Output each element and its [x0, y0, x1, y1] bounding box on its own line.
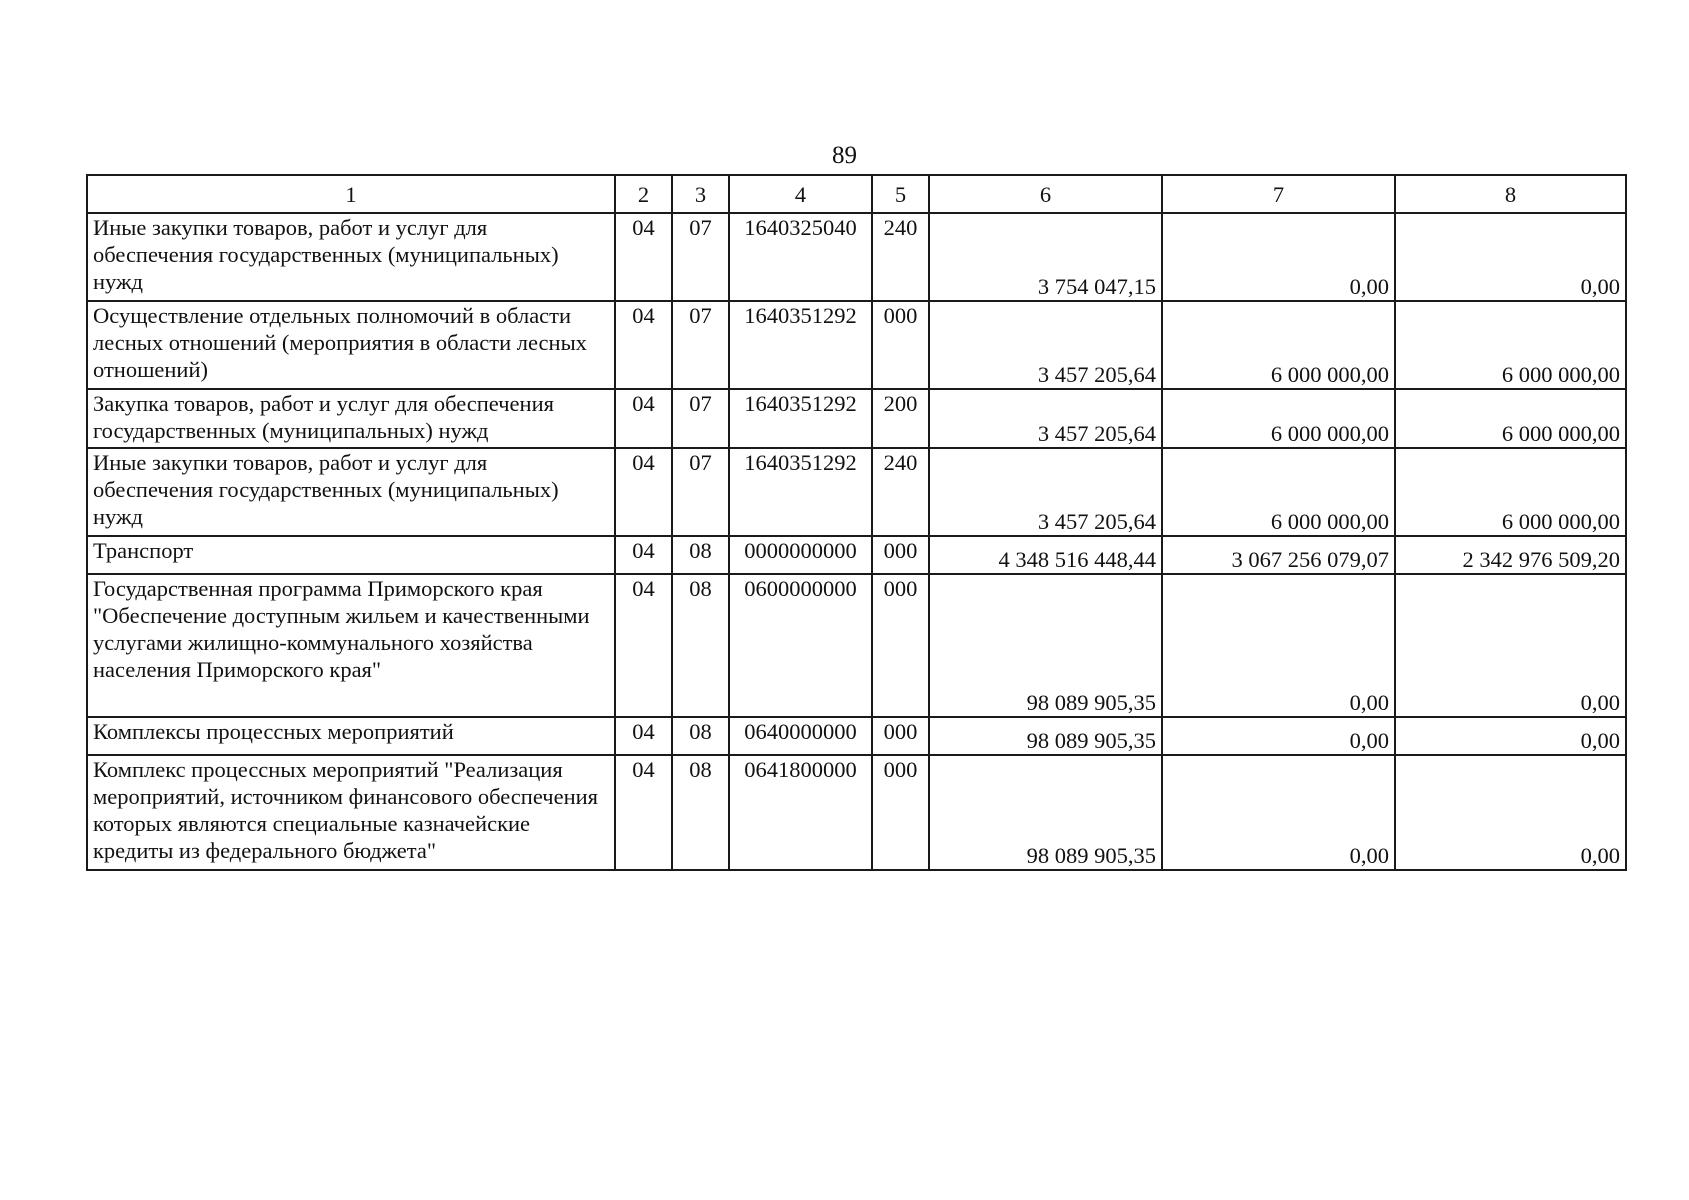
amount-col-8: 2 342 976 509,20 [1395, 536, 1626, 574]
subsection-code: 08 [672, 536, 729, 574]
header-cell: 2 [615, 175, 672, 213]
amount-col-8: 0,00 [1395, 717, 1626, 755]
subsection-code: 07 [672, 301, 729, 389]
header-row [87, 175, 1626, 213]
header-cell: 4 [729, 175, 872, 213]
target-code: 0640000000 [729, 717, 872, 755]
amount-col-7: 6 000 000,00 [1162, 301, 1395, 389]
amount-col-8: 6 000 000,00 [1395, 301, 1626, 389]
subsection-code: 07 [672, 448, 729, 536]
row-name: Иные закупки товаров, работ и услуг для обеспечения государственных (муниципальных) нужд [87, 213, 615, 301]
amount-col-6: 4 348 516 448,44 [929, 536, 1162, 574]
section-code: 04 [615, 536, 672, 574]
expense-type-code: 000 [872, 755, 929, 870]
amount-col-8: 6 000 000,00 [1395, 448, 1626, 536]
expense-type-code: 240 [872, 213, 929, 301]
amount-col-8: 6 000 000,00 [1395, 389, 1626, 448]
amount-col-7: 3 067 256 079,07 [1162, 536, 1395, 574]
amount-col-6: 3 754 047,15 [929, 213, 1162, 301]
table-row [87, 536, 1626, 574]
section-code: 04 [615, 574, 672, 717]
budget-table [86, 174, 1627, 871]
table-row [87, 448, 1626, 536]
amount-col-6: 98 089 905,35 [929, 574, 1162, 717]
row-name: Комплексы процессных мероприятий [87, 717, 615, 755]
section-code: 04 [615, 717, 672, 755]
amount-col-7: 0,00 [1162, 717, 1395, 755]
header-cell: 3 [672, 175, 729, 213]
row-name: Осуществление отдельных полномочий в области лесных отношений (мероприятия в области лесных отношений) [87, 301, 615, 389]
table-row [87, 717, 1626, 755]
row-name: Иные закупки товаров, работ и услуг для обеспечения государственных (муниципальных) нужд [87, 448, 615, 536]
amount-col-8: 0,00 [1395, 213, 1626, 301]
target-code: 1640351292 [729, 389, 872, 448]
section-code: 04 [615, 755, 672, 870]
row-name: Закупка товаров, работ и услуг для обеспечения государственных (муниципальных) нужд [87, 389, 615, 448]
amount-col-6: 3 457 205,64 [929, 301, 1162, 389]
amount-col-6: 3 457 205,64 [929, 448, 1162, 536]
table-row [87, 301, 1626, 389]
amount-col-7: 0,00 [1162, 574, 1395, 717]
section-code: 04 [615, 448, 672, 536]
header-cell: 5 [872, 175, 929, 213]
table-row [87, 213, 1626, 301]
table-row [87, 755, 1626, 870]
amount-col-6: 98 089 905,35 [929, 717, 1162, 755]
subsection-code: 07 [672, 389, 729, 448]
expense-type-code: 240 [872, 448, 929, 536]
subsection-code: 08 [672, 755, 729, 870]
row-name: Транспорт [87, 536, 615, 574]
section-code: 04 [615, 389, 672, 448]
amount-col-7: 0,00 [1162, 213, 1395, 301]
header-cell: 6 [929, 175, 1162, 213]
page-number: 89 [832, 142, 857, 169]
header-cell: 8 [1395, 175, 1626, 213]
row-name: Государственная программа Приморского края "Обеспечение доступным жильем и качественными услугами жилищно-коммунального хозяйства населения Приморского края" [87, 574, 615, 717]
subsection-code: 07 [672, 213, 729, 301]
target-code: 0600000000 [729, 574, 872, 717]
expense-type-code: 000 [872, 717, 929, 755]
amount-col-8: 0,00 [1395, 755, 1626, 870]
subsection-code: 08 [672, 717, 729, 755]
header-cell: 7 [1162, 175, 1395, 213]
subsection-code: 08 [672, 574, 729, 717]
amount-col-7: 0,00 [1162, 755, 1395, 870]
header-cell: 1 [87, 175, 615, 213]
amount-col-7: 6 000 000,00 [1162, 389, 1395, 448]
amount-col-6: 98 089 905,35 [929, 755, 1162, 870]
target-code: 0641800000 [729, 755, 872, 870]
row-name: Комплекс процессных мероприятий "Реализация мероприятий, источником финансового обеспечения которых являются специальные казначейские кредиты из федерального бюджета" [87, 755, 615, 870]
amount-col-7: 6 000 000,00 [1162, 448, 1395, 536]
amount-col-6: 3 457 205,64 [929, 389, 1162, 448]
table-row [87, 574, 1626, 717]
target-code: 1640325040 [729, 213, 872, 301]
target-code: 1640351292 [729, 448, 872, 536]
expense-type-code: 000 [872, 536, 929, 574]
expense-type-code: 000 [872, 574, 929, 717]
section-code: 04 [615, 301, 672, 389]
section-code: 04 [615, 213, 672, 301]
amount-col-8: 0,00 [1395, 574, 1626, 717]
target-code: 0000000000 [729, 536, 872, 574]
expense-type-code: 000 [872, 301, 929, 389]
target-code: 1640351292 [729, 301, 872, 389]
expense-type-code: 200 [872, 389, 929, 448]
table-row [87, 389, 1626, 448]
